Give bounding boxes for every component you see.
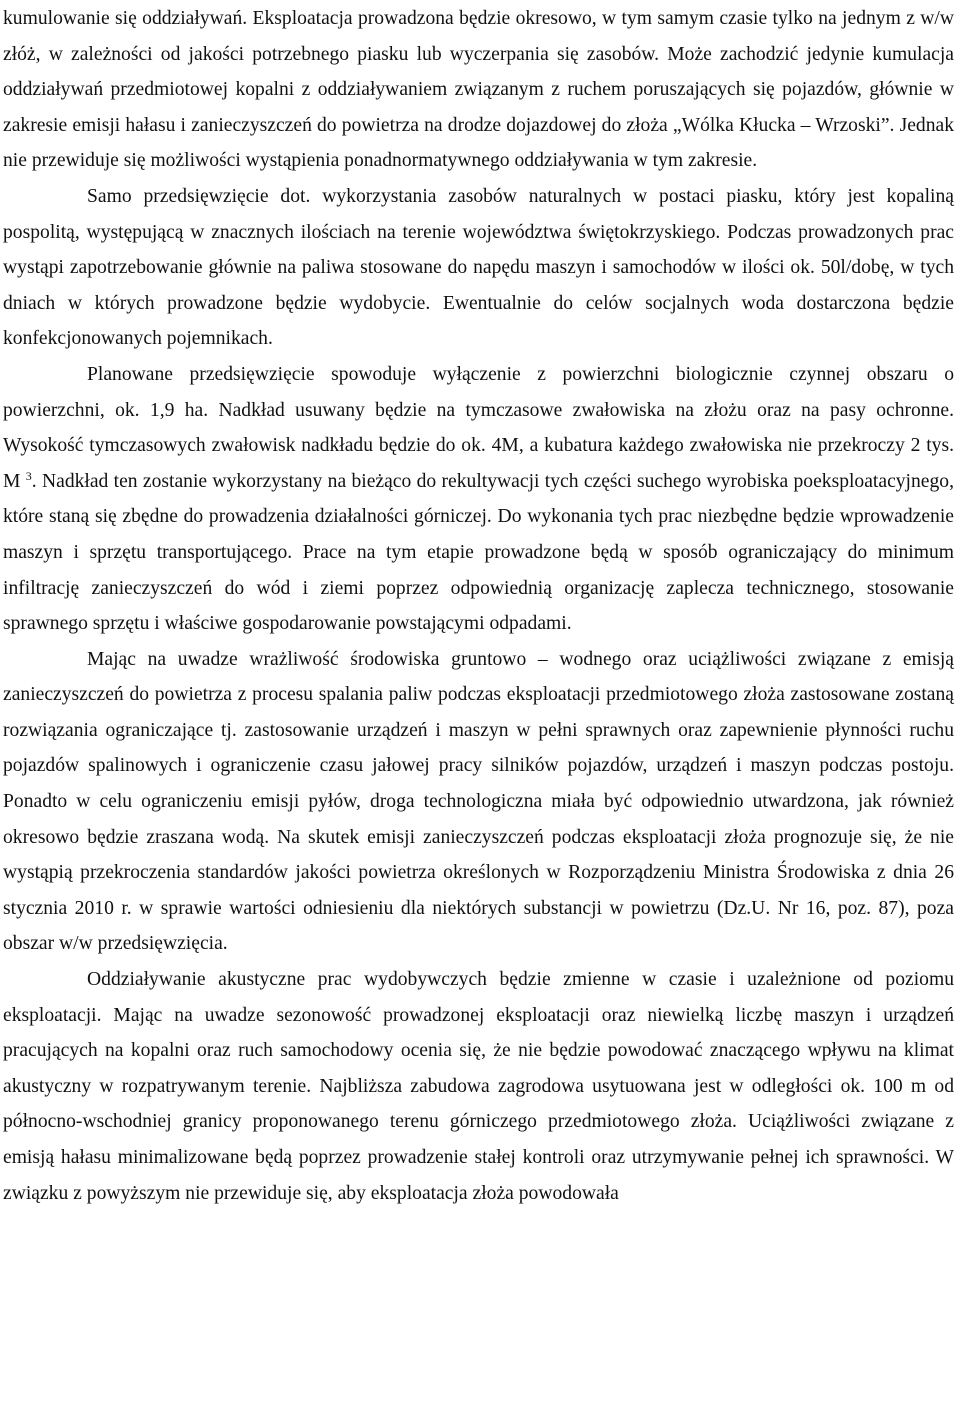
paragraph-3: [3, 357, 954, 642]
superscript-3: 3: [25, 468, 32, 483]
paragraph-3-text-a: Planowane przedsięwzięcie spowoduje wyłączenie z powierzchni biologicznie czynnej obszaru o powierzchni, ok. 1,9 ha. Nadkład usuwany będzie na tymczasowe zwałowiska na złożu oraz na pasy ochronne. Wysokość tymczasowych zwałowisk nadkładu będzie do ok. 4M, a kubatura każdego zwałowiska nie przekroczy 2 tys. M: [3, 363, 954, 492]
paragraph-2: Samo przedsięwzięcie dot. wykorzystania zasobów naturalnych w postaci piasku, który jest kopaliną pospolitą, występującą w znacznych ilościach na terenie województwa świętokrzyskiego. Podczas prowadzonych prac wystąpi zapotrzebowanie głównie na paliwa stosowane do napędu maszyn i samochodów w ilości ok. 50l/dobę, w tych dniach w których prowadzone będzie wydobycie. Ewentualnie do celów socjalnych woda dostarczona będzie konfekcjonowanych pojemnikach.: [3, 185, 954, 350]
paragraph-3-text-b: . Nadkład ten zostanie wykorzystany na bieżąco do rekultywacji tych części suchego wyrobiska poeksploatacyjnego, które staną się zbędne do prowadzenia działalności górniczej. Do wykonania tych prac niezbędne będzie wprowadzenie maszyn i sprzętu transportującego. Prace na tym etapie prowadzone będą w sposób ograniczający do minimum infiltrację zanieczyszczeń do wód i ziemi poprzez odpowiednią organizację zaplecza technicznego, stosowanie sprawnego sprzętu i właściwe gospodarowanie powstającymi odpadami.: [3, 470, 954, 635]
paragraph-1: kumulowanie się oddziaływań. Eksploatacja prowadzona będzie okresowo, w tym samym czasie tylko na jednym z w/w złóż, w zależności od jakości potrzebnego piasku lub wyczerpania się zasobów. Może zachodzić jedynie kumulacja oddziaływań przedmiotowej kopalni z oddziaływaniem związanym z ruchem poruszających się pojazdów, głównie w zakresie emisji hałasu i zanieczyszczeń do powietrza na drodze dojazdowej do złoża „Wólka Kłucka – Wrzoski”. Jednak nie przewiduje się możliwości wystąpienia ponadnormatywnego oddziaływania w tym zakresie.: [3, 8, 954, 172]
paragraph-4: Mając na uwadze wrażliwość środowiska gruntowo – wodnego oraz uciążliwości związane z emisją zanieczyszczeń do powietrza z procesu spalania paliw podczas eksploatacji przedmiotowego złoża zastosowane zostaną rozwiązania ograniczające tj. zastosowanie urządzeń i maszyn w pełni sprawnych oraz zapewnienie płynności ruchu pojazdów spalinowych i ograniczenie czasu jałowej pracy silników pojazdów, urządzeń i maszyn podczas postoju. Ponadto w celu ograniczeniu emisji pyłów, droga technologiczna miała być odpowiednio utwardzona, jak również okresowo będzie zraszana wodą. Na skutek emisji zanieczyszczeń podczas eksploatacji złoża prognozuje się, że nie wystąpią przekroczenia standardów jakości powietrza określonych w Rozporządzeniu Ministra Środowiska z dnia 26 stycznia 2010 r. w sprawie wartości odniesieniu dla niektórych substancji w powietrzu (Dz.U. Nr 16, poz. 87), poza obszar w/w przedsięwzięcia.: [3, 648, 954, 955]
paragraph-5: Oddziaływanie akustyczne prac wydobywczych będzie zmienne w czasie i uzależnione od poziomu eksploatacji. Mając na uwadze sezonowość prowadzonej eksploatacji oraz niewielką liczbę maszyn i urządzeń pracujących na kopalni oraz ruch samochodowy ocenia się, że nie będzie powodować znaczącego wpływu na klimat akustyczny w rozpatrywanym terenie. Najbliższa zabudowa zagrodowa usytuowana jest w odległości ok. 100 m od północno-wschodniej granicy proponowanego terenu górniczego przedmiotowego złoża. Uciążliwości związane z emisją hałasu minimalizowane będą poprzez prowadzenie stałej kontroli oraz utrzymywanie pełnej ich sprawności. W związku z powyższym nie przewiduje się, aby eksploatacja złoża powodowała: [3, 969, 954, 1204]
